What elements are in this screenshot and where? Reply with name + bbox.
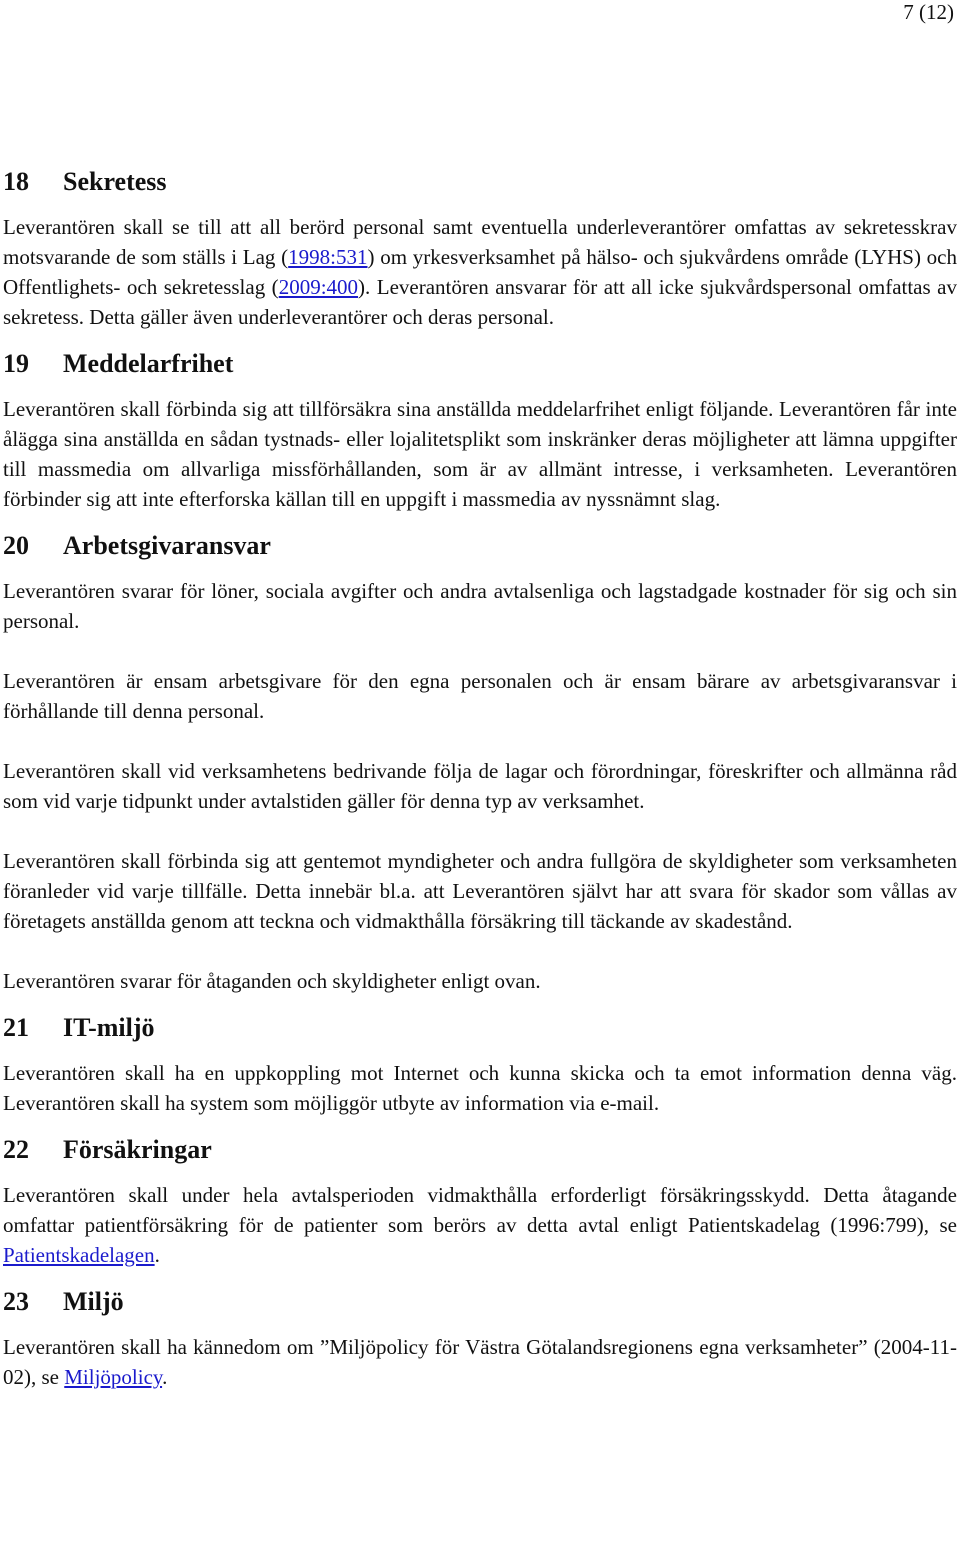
section-title: Försäkringar [63, 1135, 212, 1164]
page-number: 7 (12) [903, 0, 954, 24]
text-run: . [154, 1243, 160, 1267]
section-number: 21 [3, 1013, 29, 1042]
text-run: Leverantören skall ha kännedom om ”Miljöpolicy för Västra Götalandsregionens egna verksamheter” (2004-11-02), se [3, 1335, 957, 1389]
section-title: Miljö [63, 1287, 124, 1316]
text-run: Leverantören skall under hela avtalsperioden vidmakthålla erforderligt försäkringsskydd. Detta åtagande omfattar patientförsäkring för de patienter som berörs av detta avtal enligt Patientskadelag (1996:799), se [3, 1183, 957, 1237]
law-link-1998-531[interactable]: 1998:531 [288, 245, 368, 269]
paragraph: Leverantören skall vid verksamhetens bedrivande följa de lagar och förordningar, föreskrifter och allmänna råd som vid varje tidpunkt under avtalstiden gäller för denna typ av verksamhet. [3, 759, 957, 813]
paragraph: Leverantören svarar för åtaganden och skyldigheter enligt ovan. [3, 969, 541, 993]
text-run: Leverantören skall se till att all berörd personal samt eventuella underleverantörer omfattas av sekretesskrav motsvarande de som ställs i Lag ( [3, 215, 957, 269]
text-run: ) om yrkesverksamhet på hälso- och sjukvårdens område (LYHS) och Offentlighets- och sekretesslag ( [3, 245, 957, 299]
section-heading [3, 162, 957, 202]
paragraph: Leverantören skall förbinda sig att gentemot myndigheter och andra fullgöra de skyldigheter som verksamheten föranleder vid varje tillfälle. Detta innebär bl.a. att Leverantören självt har att svara för skador som vållas av företagets anställda genom att teckna och vidmakthålla försäkring till täckande av skadestånd. [3, 849, 957, 933]
paragraph: Leverantören skall förbinda sig att tillförsäkra sina anställda meddelarfrihet enligt följande. Leverantören får inte ålägga sina anställda en sådan tystnads- eller lojalitetsplikt som inskränker deras möjligheter att lämna uppgifter till massmedia om allvarliga missförhållanden, som är av allmänt intresse, i verksamheten. Leverantören förbinder sig att inte efterforska källan till en uppgift i massmedia av nyssnämnt slag. [3, 397, 957, 511]
section-forsakringar [3, 1130, 957, 1270]
section-title: Sekretess [63, 167, 167, 196]
section-number: 22 [3, 1135, 29, 1164]
law-link-2009-400[interactable]: 2009:400 [278, 275, 359, 299]
section-it-miljo [3, 1008, 957, 1118]
paragraph: Leverantören svarar för löner, sociala avgifter och andra avtalsenliga och lagstadgade kostnader för sig och sin personal. [3, 579, 957, 633]
section-miljo [3, 1282, 957, 1392]
section-number: 19 [3, 349, 29, 378]
text-run: . [162, 1365, 168, 1389]
section-heading [3, 1008, 957, 1048]
text-run: ). Leverantören ansvarar för att all icke sjukvårdspersonal omfattas av sekretess. Detta gäller även underleverantörer och deras personal. [3, 275, 957, 329]
section-title: Arbetsgivaransvar [63, 531, 271, 560]
section-arbetsgivaransvar [3, 526, 957, 996]
section-heading [3, 344, 957, 384]
paragraph [3, 212, 957, 332]
miljopolicy-link[interactable]: Miljöpolicy [64, 1365, 163, 1389]
section-title: IT-miljö [63, 1013, 155, 1042]
paragraph: Leverantören skall ha en uppkoppling mot Internet och kunna skicka och ta emot information denna väg. Leverantören skall ha system som möjliggör utbyte av information via e-mail. [3, 1061, 957, 1115]
section-heading [3, 1130, 957, 1170]
section-heading [3, 526, 957, 566]
document-body [3, 162, 957, 1392]
patientskadelagen-link[interactable]: Patientskadelagen [3, 1243, 155, 1267]
paragraph: Leverantören är ensam arbetsgivare för den egna personalen och är ensam bärare av arbetsgivaransvar i förhållande till denna personal. [3, 669, 957, 723]
section-title: Meddelarfrihet [63, 349, 234, 378]
paragraph [3, 1180, 957, 1270]
paragraph [3, 1332, 957, 1392]
section-sekretess [3, 162, 957, 332]
section-number: 18 [3, 167, 29, 196]
section-meddelarfrihet [3, 344, 957, 514]
section-number: 23 [3, 1287, 29, 1316]
section-heading [3, 1282, 957, 1322]
section-number: 20 [3, 531, 29, 560]
